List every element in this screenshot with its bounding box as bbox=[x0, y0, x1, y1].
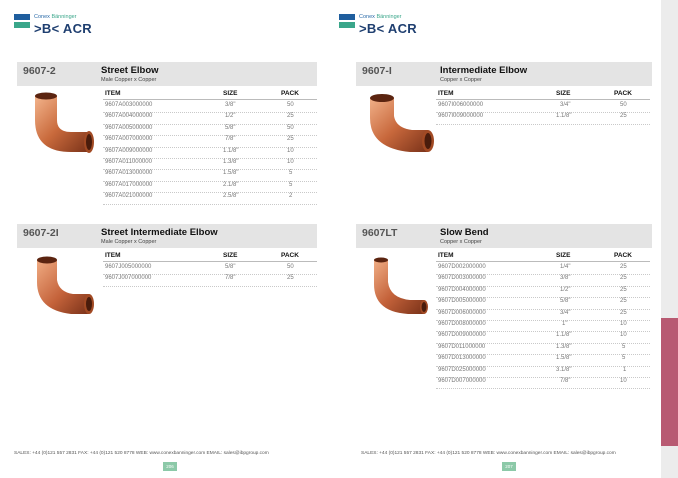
page-number: 206 bbox=[163, 462, 177, 471]
table-row: 9607A003000000 3/8" 50 bbox=[103, 101, 317, 113]
table-row: 9607A021000000 2.5/8" 2 bbox=[103, 192, 317, 204]
col-header-pack: PACK bbox=[281, 252, 299, 259]
product-title: Street Elbow bbox=[101, 65, 159, 76]
col-header-pack: PACK bbox=[614, 252, 632, 259]
left-page: Conex Bänninger >B< ACR 9607-2 Street Elbow Male Copper x Copper ITEM SIZE PACK 9607A003000000 3/8" 50 9607A004000000 1/2" 25 9607A005000000 5/8" 50 9607A007000000 7/8" 25 9607A009000000 1.1/8" 10 9607A011000000 1.3/8" 10 9607A013000000 1.5/8" 5 9607A017000000 2.1/8" 5 9607A021000000 2.5/8" 2 9607-2I Street Intermediate Elbow Male Copper x Copper ITEM SIZE PACK 9607J005000000 5/8" 50 9607J007000000 7/8" 25 SALES: +44 (0)121 557 2831 FAX: +44 (0)121 520 8778 WEB: www.conexbanninger.com EMAIL: sales@ibpgroup.com 206 bbox=[0, 0, 339, 478]
col-header-item: ITEM bbox=[438, 252, 454, 259]
table-row: 9607A009000000 1.1/8" 10 bbox=[103, 147, 317, 159]
product-header bbox=[17, 224, 317, 248]
table-row: 9607D011000000 1.3/8" 5 bbox=[436, 343, 650, 355]
table-row: 9607A017000000 2.1/8" 5 bbox=[103, 181, 317, 193]
product-title: Slow Bend bbox=[440, 227, 489, 238]
col-header-item: ITEM bbox=[438, 90, 454, 97]
col-header-size: SIZE bbox=[556, 252, 571, 259]
product-header bbox=[17, 62, 317, 86]
col-header-size: SIZE bbox=[556, 90, 571, 97]
col-header-item: ITEM bbox=[105, 90, 121, 97]
table-row: 9607A005000000 5/8" 50 bbox=[103, 124, 317, 136]
section-tab bbox=[661, 318, 678, 446]
table-row: 9607D006000000 3/4" 25 bbox=[436, 309, 650, 321]
intermediate-elbow-image bbox=[364, 92, 440, 158]
table-row: 9607J005000000 5/8" 50 bbox=[103, 263, 317, 275]
table-row: 9607A004000000 1/2" 25 bbox=[103, 112, 317, 124]
table-row: 9607D025000000 3.1/8" 1 bbox=[436, 366, 650, 378]
col-header-size: SIZE bbox=[223, 90, 238, 97]
footer-contact: SALES: +44 (0)121 557 2831 FAX: +44 (0)121 520 8778 WEB: www.conexbanninger.com EMAIL: sales@ibpgroup.com bbox=[361, 451, 616, 456]
table-row: 9607A011000000 1.3/8" 10 bbox=[103, 158, 317, 170]
product-code: 9607-I bbox=[362, 65, 392, 77]
product-subtitle: Male Copper x Copper bbox=[101, 239, 157, 245]
slow-bend-image bbox=[368, 256, 436, 320]
product-header bbox=[356, 224, 652, 248]
footer-contact: SALES: +44 (0)121 557 2831 FAX: +44 (0)121 520 8778 WEB: www.conexbanninger.com EMAIL: sales@ibpgroup.com bbox=[14, 451, 269, 456]
product-code: 9607-2 bbox=[23, 65, 56, 77]
product-9607-2i bbox=[17, 224, 317, 324]
table-row: 9607D004000000 1/2" 25 bbox=[436, 286, 650, 298]
table-row: 9607J007000000 7/8" 25 bbox=[103, 274, 317, 286]
product-9607-2 bbox=[17, 62, 317, 212]
col-header-pack: PACK bbox=[281, 90, 299, 97]
col-header-item: ITEM bbox=[105, 252, 121, 259]
product-9607lt bbox=[356, 224, 652, 394]
product-subtitle: Copper x Copper bbox=[440, 77, 482, 83]
table-row: 9607A013000000 1.5/8" 5 bbox=[103, 169, 317, 181]
table-row: 9607I009000000 1.1/8" 25 bbox=[436, 112, 650, 124]
product-code: 9607-2I bbox=[23, 227, 59, 239]
logo-mark bbox=[339, 14, 355, 28]
table-row: 9607D013000000 1.5/8" 5 bbox=[436, 354, 650, 366]
page-number: 207 bbox=[502, 462, 516, 471]
product-subtitle: Male Copper x Copper bbox=[101, 77, 157, 83]
col-header-size: SIZE bbox=[223, 252, 238, 259]
logo-mark bbox=[14, 14, 30, 28]
table-row: 9607D008000000 1" 10 bbox=[436, 320, 650, 332]
table-row: 9607D002000000 1/4" 25 bbox=[436, 263, 650, 275]
product-code: 9607LT bbox=[362, 227, 398, 239]
brand-name: >B< ACR bbox=[34, 21, 92, 36]
right-page: Conex Bänninger >B< ACR 9607-I Intermediate Elbow Copper x Copper ITEM SIZE PACK 9607I006000000 3/4" 50 9607I009000000 1.1/8" 25 9607LT Slow Bend Copper x Copper ITEM SIZE PACK 9607D002000000 1/4" 25 9607D003000000 3/8" 25 9607D004000000 1/2" 25 9607D005000000 5/8" 25 9607D006000000 3/4" 25 9607D008000000 1" 10 9607D009000000 1.1/8" 10 9607D011000000 1.3/8" 5 9607D013000000 1.5/8" 5 9607D025000000 3.1/8" 1 9607D007000000 7/8" 10 SALES: +44 (0)121 557 2831 FAX: +44 (0)121 520 8778 WEB: www.conexbanninger.com EMAIL: sales@ibpgroup.com 207 bbox=[339, 0, 661, 478]
product-title: Street Intermediate Elbow bbox=[101, 227, 218, 238]
product-header bbox=[356, 62, 652, 86]
street-elbow-image bbox=[27, 90, 101, 158]
brand-name: >B< ACR bbox=[359, 21, 417, 36]
table-row: 9607D009000000 1.1/8" 10 bbox=[436, 331, 650, 343]
product-title: Intermediate Elbow bbox=[440, 65, 528, 76]
col-header-pack: PACK bbox=[614, 90, 632, 97]
product-9607-i bbox=[356, 62, 652, 172]
table-row: 9607D005000000 5/8" 25 bbox=[436, 297, 650, 309]
table-row: 9607D007000000 7/8" 10 bbox=[436, 377, 650, 389]
table-row: 9607A007000000 7/8" 25 bbox=[103, 135, 317, 147]
product-subtitle: Copper x Copper bbox=[440, 239, 482, 245]
street-intermediate-elbow-image bbox=[29, 254, 101, 320]
table-row: 9607I006000000 3/4" 50 bbox=[436, 101, 650, 113]
table-row: 9607D003000000 3/8" 25 bbox=[436, 274, 650, 286]
